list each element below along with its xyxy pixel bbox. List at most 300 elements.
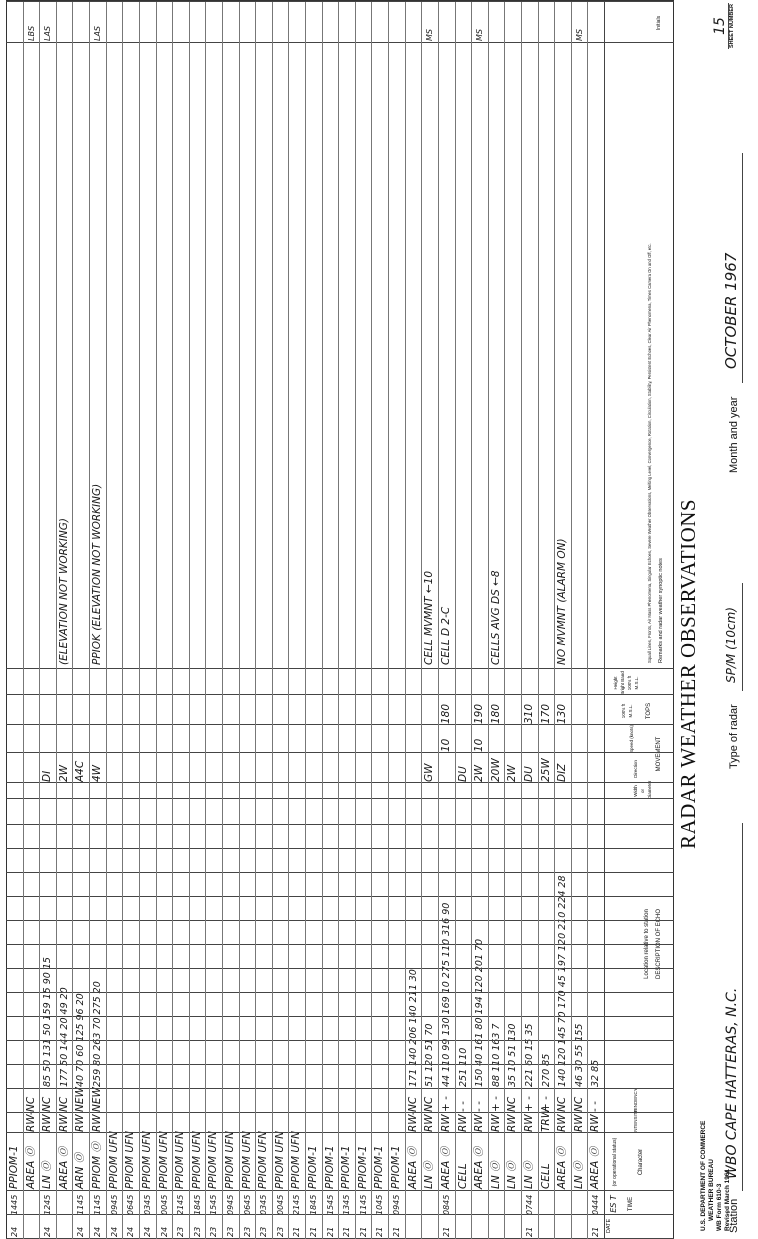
row-remarks	[240, 45, 256, 665]
row-time	[505, 1191, 521, 1215]
agency-line-2: WEATHER BUREAU	[708, 1159, 715, 1221]
row-tendency: + -	[539, 1096, 552, 1112]
row-time: 1545	[325, 1194, 335, 1215]
row-character: PPIOM-1	[323, 1145, 336, 1189]
row-location	[24, 799, 40, 1087]
row-tendency	[323, 1090, 339, 1112]
row-initials	[505, 3, 521, 41]
row-character: PPIOM UFN	[223, 1130, 236, 1189]
row-intensity: RW	[423, 1114, 436, 1132]
row-location: 270 85	[540, 1053, 552, 1087]
row-date	[472, 1215, 488, 1237]
row-width	[57, 783, 73, 798]
row-rule	[538, 2, 539, 1239]
row-date: 23	[259, 1226, 269, 1237]
row-movement-direction: 2W	[506, 764, 519, 782]
row-character: PPIOM UFN	[257, 1130, 270, 1189]
row-location	[389, 799, 405, 1087]
row-rule	[189, 2, 190, 1239]
row-date: 24	[43, 1226, 53, 1237]
row-remarks	[472, 45, 488, 665]
row-time: 1345	[342, 1194, 352, 1215]
row-tops	[372, 696, 388, 724]
row-width	[240, 783, 256, 798]
row-date	[24, 1215, 40, 1237]
header-remarks: Remarks and radar weather synoptic notes	[658, 558, 664, 663]
row-width	[456, 783, 472, 798]
row-movement-speed	[40, 726, 56, 752]
row-initials	[323, 3, 339, 41]
row-location: 251 110	[457, 1047, 469, 1087]
row-tendency	[140, 1090, 156, 1112]
row-intensity	[157, 1112, 173, 1132]
row-intensity: RW	[589, 1114, 602, 1132]
row-tendency: NC	[406, 1096, 419, 1112]
row-movement-direction	[24, 754, 40, 782]
row-tendency	[289, 1090, 305, 1112]
row-rule	[39, 2, 40, 1239]
row-remarks	[406, 45, 422, 665]
row-movement-speed	[339, 726, 355, 752]
row-remarks	[323, 45, 339, 665]
row-movement-direction	[190, 754, 206, 782]
row-tendency: NC	[423, 1096, 436, 1112]
row-movement-direction: 2W	[473, 764, 486, 782]
row-tops: 310	[522, 703, 535, 724]
row-character: LN Ⓞ	[572, 1161, 585, 1189]
row-intensity	[356, 1112, 372, 1132]
row-tops: 180	[489, 703, 502, 724]
row-time: 0945	[392, 1194, 402, 1215]
row-time	[24, 1191, 40, 1215]
row-date	[422, 1215, 438, 1237]
row-remarks	[256, 45, 272, 665]
row-rule	[587, 2, 588, 1239]
row-width	[140, 783, 156, 798]
row-date	[57, 1215, 73, 1237]
row-rule	[405, 2, 406, 1239]
row-tendency	[240, 1090, 256, 1112]
row-movement-direction: DIZ	[556, 763, 569, 782]
row-location	[323, 799, 339, 1087]
row-rule	[305, 2, 306, 1239]
row-remarks	[356, 45, 372, 665]
row-initials	[539, 3, 555, 41]
row-character: CELL	[456, 1163, 469, 1189]
row-intensity	[389, 1112, 405, 1132]
row-time	[406, 1191, 422, 1215]
row-initials	[588, 3, 604, 41]
row-rule	[338, 2, 339, 1239]
row-location	[173, 799, 189, 1087]
row-time: 0345	[142, 1194, 152, 1215]
row-tendency: NC	[24, 1096, 37, 1112]
row-remarks	[372, 45, 388, 665]
row-width	[273, 783, 289, 798]
row-initials	[123, 3, 139, 41]
row-movement-speed	[57, 726, 73, 752]
row-movement-speed	[289, 726, 305, 752]
row-location: 35 10 51 130	[507, 1023, 519, 1087]
row-rule	[571, 2, 572, 1239]
row-character: PPIOM Ⓞ	[91, 1142, 104, 1189]
row-intensity	[123, 1112, 139, 1132]
row-date: 24	[109, 1226, 119, 1237]
row-tendency: NC	[556, 1096, 569, 1112]
header-intensity: INTENSITY	[633, 1109, 638, 1133]
row-intensity	[190, 1112, 206, 1132]
row-movement-direction	[173, 754, 189, 782]
row-time: 0744	[524, 1194, 534, 1215]
row-intensity	[323, 1112, 339, 1132]
row-time: 2145	[292, 1194, 302, 1215]
row-movement-direction	[439, 754, 455, 782]
row-tops	[206, 696, 222, 724]
row-movement-speed	[406, 726, 422, 752]
row-time	[572, 1191, 588, 1215]
row-time	[489, 1191, 505, 1215]
row-character: PPIOM UFN	[207, 1130, 220, 1189]
row-tops	[57, 696, 73, 724]
row-location: 51 120 51 70	[424, 1023, 436, 1087]
row-date	[572, 1215, 588, 1237]
row-rule	[56, 2, 57, 1239]
row-initials: MS	[425, 29, 435, 41]
row-rule	[488, 2, 489, 1239]
row-width	[157, 783, 173, 798]
row-time: 2145	[176, 1194, 186, 1215]
header-bright-band: Height Bright Band 100's ft M.S.L.	[613, 671, 639, 695]
row-location: 171 140 206 140 211 30	[407, 969, 419, 1087]
row-tendency	[173, 1090, 189, 1112]
row-width	[90, 783, 106, 798]
header-character: Character	[638, 1148, 644, 1176]
row-rule	[222, 2, 223, 1239]
row-date: 21	[325, 1226, 335, 1237]
radar-type-underline	[742, 583, 743, 691]
row-rule	[438, 2, 439, 1239]
row-date	[489, 1215, 505, 1237]
row-width	[422, 783, 438, 798]
row-tops	[7, 696, 23, 724]
row-width	[539, 783, 555, 798]
row-movement-direction	[339, 754, 355, 782]
row-time: 1545	[209, 1194, 219, 1215]
header-movement: MOVEMENT	[656, 736, 662, 772]
row-remarks: (ELEVATION NOT WORKING)	[57, 518, 70, 665]
row-width	[107, 783, 123, 798]
row-width	[389, 783, 405, 798]
row-width	[7, 783, 23, 798]
row-location	[356, 799, 372, 1087]
row-movement-speed	[107, 726, 123, 752]
row-tops	[422, 696, 438, 724]
row-movement-speed	[240, 726, 256, 752]
row-width	[223, 783, 239, 798]
row-initials: LAS	[93, 25, 103, 41]
row-movement-direction	[107, 754, 123, 782]
row-width	[24, 783, 40, 798]
row-width	[505, 783, 521, 798]
row-width	[522, 783, 538, 798]
row-width	[472, 783, 488, 798]
row-character: LN Ⓞ	[41, 1161, 54, 1189]
header-time: TIME	[628, 1196, 634, 1212]
row-initials	[555, 3, 571, 41]
row-character: AREA Ⓞ	[556, 1146, 569, 1189]
form-title: RADAR WEATHER OBSERVATIONS	[676, 498, 700, 849]
revised-date: Revised March 1961	[724, 1168, 731, 1231]
row-date: 21	[591, 1226, 601, 1237]
row-intensity	[223, 1112, 239, 1132]
row-character: LN Ⓞ	[489, 1161, 502, 1189]
row-location: 88 110 163 7	[490, 1023, 502, 1087]
row-initials	[240, 3, 256, 41]
month-year-label: Month and year	[728, 396, 740, 473]
row-date: 23	[176, 1226, 186, 1237]
row-initials	[456, 3, 472, 41]
row-movement-direction	[588, 754, 604, 782]
row-remarks: CELL MVMNT ←10	[423, 570, 436, 665]
row-tops	[456, 696, 472, 724]
row-time: 0045	[159, 1194, 169, 1215]
row-tendency: NC	[506, 1096, 519, 1112]
header-width: Width or Diameter	[633, 780, 652, 799]
row-tops	[40, 696, 56, 724]
row-date: 24	[159, 1226, 169, 1237]
row-width	[206, 783, 222, 798]
row-remarks	[505, 45, 521, 665]
row-rule	[239, 2, 240, 1239]
row-tops	[306, 696, 322, 724]
row-movement-direction	[256, 754, 272, 782]
header-description: DESCRIPTION OF ECHO	[656, 909, 662, 980]
radar-type-label: Type of radar	[728, 704, 740, 769]
row-movement-direction	[372, 754, 388, 782]
row-character: PPIOM-1	[373, 1145, 386, 1189]
row-initials	[73, 3, 89, 41]
row-character: PPIOM UFN	[174, 1130, 187, 1189]
row-remarks	[539, 45, 555, 665]
row-intensity: RW	[91, 1114, 104, 1132]
header-time-zone: ES T	[609, 1195, 618, 1213]
row-intensity	[372, 1112, 388, 1132]
row-character: PPIOM-1	[307, 1145, 319, 1189]
row-movement-speed	[123, 726, 139, 752]
row-character: AREA Ⓞ	[589, 1146, 602, 1189]
row-initials: MS	[574, 29, 584, 41]
row-intensity	[306, 1112, 322, 1132]
row-tops	[73, 696, 89, 724]
row-movement-direction: 2W	[57, 764, 70, 782]
row-date: 24	[10, 1226, 19, 1237]
row-tendency: - -	[473, 1101, 486, 1112]
month-year-underline	[742, 153, 743, 383]
row-initials	[157, 3, 173, 41]
radar-type-value: SP/M (10cm)	[724, 607, 738, 683]
row-location: 221 60 15 35	[523, 1023, 535, 1087]
row-rule	[322, 2, 323, 1239]
row-initials	[406, 3, 422, 41]
row-tendency	[356, 1090, 372, 1112]
row-tendency: + -	[489, 1096, 502, 1112]
row-time	[472, 1191, 488, 1215]
row-time: 1845	[309, 1194, 318, 1215]
header-character-sub: (or operational status)	[612, 1137, 618, 1187]
row-rule	[139, 2, 140, 1239]
row-location	[256, 799, 272, 1087]
row-movement-direction	[123, 754, 139, 782]
row-movement-speed	[572, 726, 588, 752]
row-rule	[288, 2, 289, 1239]
row-location	[157, 799, 173, 1087]
row-initials	[522, 3, 538, 41]
row-date: 23	[242, 1226, 252, 1237]
row-tops	[505, 696, 521, 724]
row-character: AREA Ⓞ	[24, 1146, 37, 1189]
row-rule	[421, 2, 422, 1239]
row-tendency: + -	[439, 1096, 452, 1112]
row-movement-direction	[157, 754, 173, 782]
row-remarks: CELL D 2-C	[439, 606, 452, 665]
sheet-number-label: SHEET NUMBER	[729, 4, 735, 49]
row-character: PPIOM UFN	[107, 1130, 120, 1189]
row-remarks	[223, 45, 239, 665]
row-intensity: RW-	[24, 1111, 37, 1132]
row-initials	[223, 3, 239, 41]
row-location	[273, 799, 289, 1087]
row-date: 24	[126, 1226, 136, 1237]
row-rule	[23, 2, 24, 1239]
row-intensity: RW	[456, 1114, 469, 1132]
row-tendency: NC	[572, 1096, 585, 1112]
row-tops	[190, 696, 206, 724]
row-tendency	[190, 1090, 206, 1112]
row-remarks	[456, 45, 472, 665]
row-movement-speed	[90, 726, 106, 752]
row-location	[240, 799, 256, 1087]
row-character: CELL	[539, 1163, 552, 1189]
row-location	[140, 799, 156, 1087]
row-initials	[356, 3, 372, 41]
row-movement-speed	[489, 726, 505, 752]
row-tops	[356, 696, 372, 724]
row-time: 0345	[259, 1194, 269, 1215]
row-location	[372, 799, 388, 1087]
row-tops	[273, 696, 289, 724]
row-tops	[90, 696, 106, 724]
row-time: 0945	[109, 1194, 119, 1215]
row-remarks: NO MVMNT (ALARM ON)	[556, 538, 569, 665]
row-location: 85 50 131 50 159 15 90 15	[42, 957, 54, 1087]
row-date: 23	[209, 1226, 219, 1237]
row-location: 40 70 60 125 96 20	[75, 993, 87, 1087]
row-remarks	[24, 45, 40, 665]
row-intensity	[107, 1112, 123, 1132]
row-width	[40, 783, 56, 798]
row-date: 23	[225, 1226, 235, 1237]
row-tops	[572, 696, 588, 724]
row-location	[339, 799, 355, 1087]
row-intensity: RW	[41, 1114, 54, 1132]
row-rule	[554, 2, 555, 1239]
row-movement-speed	[206, 726, 222, 752]
row-movement-direction	[206, 754, 222, 782]
row-tendency: - -	[456, 1101, 469, 1112]
row-movement-speed	[173, 726, 189, 752]
row-width	[256, 783, 272, 798]
row-tops	[339, 696, 355, 724]
row-movement-speed	[372, 726, 388, 752]
row-location: 140 120 145 70 170 45 197 120 210 224 28	[557, 875, 569, 1087]
row-tendency	[123, 1090, 139, 1112]
row-tops	[173, 696, 189, 724]
row-remarks	[522, 45, 538, 665]
row-character: PPIOM UFN	[124, 1130, 137, 1189]
row-character: LN Ⓞ	[506, 1161, 519, 1189]
row-intensity: RW	[489, 1114, 502, 1132]
row-movement-direction: DI	[41, 770, 54, 782]
row-location	[107, 799, 123, 1087]
row-intensity: RW	[74, 1114, 87, 1132]
row-tops	[256, 696, 272, 724]
row-character: LN Ⓞ	[522, 1161, 535, 1189]
row-movement-direction	[273, 754, 289, 782]
row-initials: LBS	[26, 25, 36, 41]
row-tendency	[372, 1090, 388, 1112]
row-rule	[355, 2, 356, 1239]
row-character: PPIOM UFN	[240, 1130, 253, 1189]
row-character: PPIOM UFN	[190, 1130, 203, 1189]
row-date: 21	[375, 1226, 385, 1237]
row-movement-direction: A4C	[74, 760, 87, 782]
row-tendency: NC	[41, 1096, 54, 1112]
row-movement-speed	[73, 726, 89, 752]
row-movement-direction	[406, 754, 422, 782]
row-time: 0945	[225, 1194, 235, 1215]
row-width	[356, 783, 372, 798]
header-rule	[604, 2, 605, 1239]
row-time: 0845	[441, 1194, 451, 1215]
row-tendency: + -	[522, 1096, 535, 1112]
row-date: 21	[309, 1226, 318, 1237]
row-intensity	[289, 1112, 305, 1132]
row-intensity: RW	[57, 1114, 70, 1132]
row-time: 1845	[192, 1194, 202, 1215]
row-initials	[289, 3, 305, 41]
row-date: 24	[76, 1226, 86, 1237]
row-width	[372, 783, 388, 798]
row-remarks	[206, 45, 222, 665]
row-movement-direction: 4W	[91, 764, 104, 782]
row-time: 1145	[76, 1194, 86, 1215]
row-remarks	[123, 45, 139, 665]
row-intensity	[256, 1112, 272, 1132]
row-movement-speed	[539, 726, 555, 752]
row-remarks: PPIOK (ELEVATION NOT WORKING)	[91, 483, 104, 665]
row-character: ARN Ⓞ	[74, 1152, 87, 1189]
row-location: 32 85	[590, 1059, 602, 1087]
row-remarks	[157, 45, 173, 665]
row-rule	[106, 2, 107, 1239]
row-initials	[173, 3, 189, 41]
header-date: DATE	[606, 1218, 612, 1234]
row-time: 0645	[126, 1194, 136, 1215]
row-date	[539, 1215, 555, 1237]
row-date: 21	[524, 1226, 534, 1237]
header-tendency: TENDENCY	[633, 1088, 638, 1113]
row-movement-speed	[157, 726, 173, 752]
